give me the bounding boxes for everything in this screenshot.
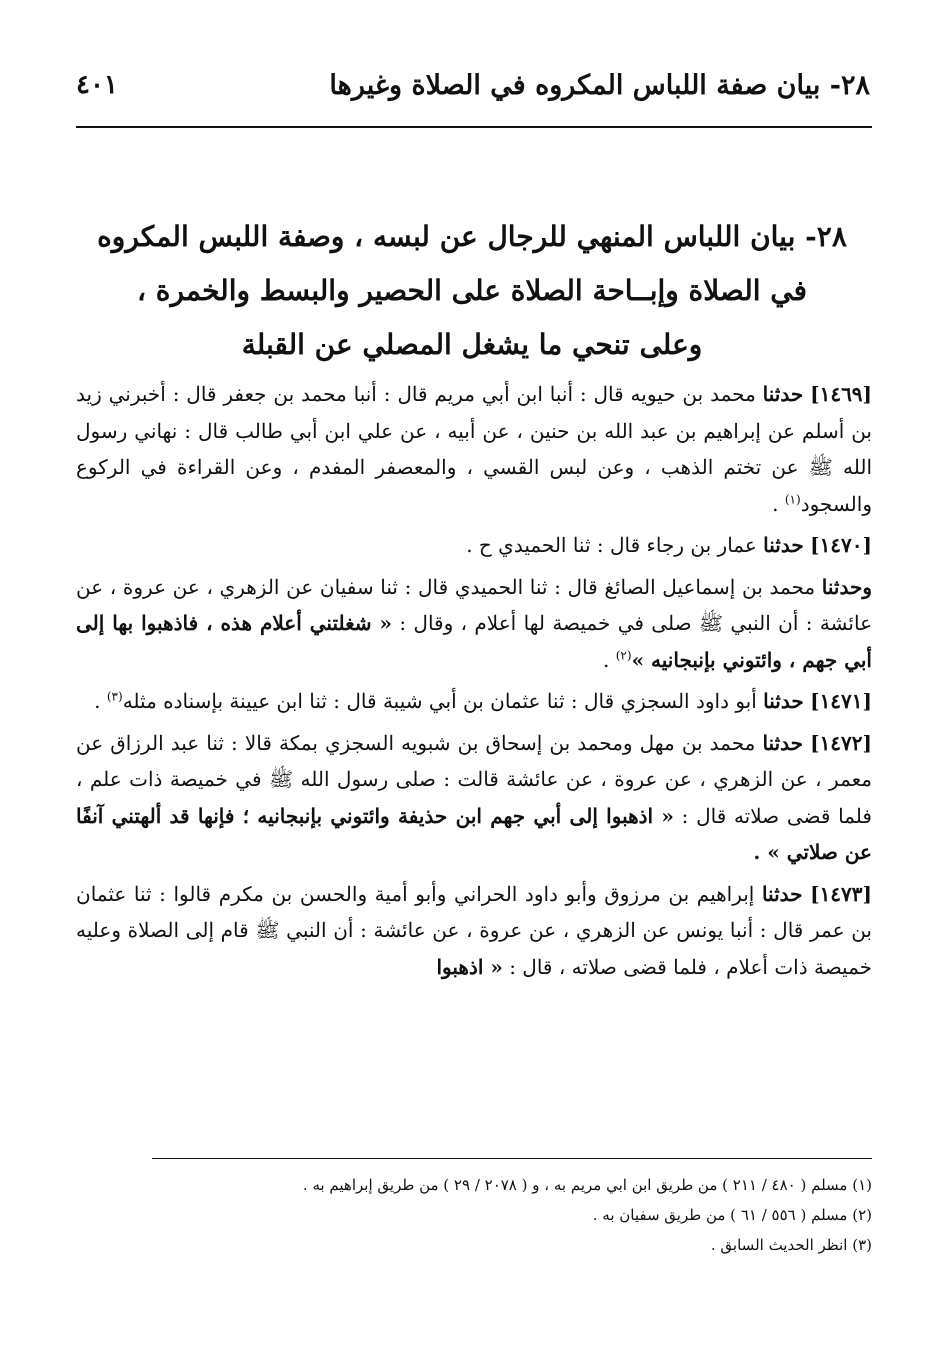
hadith-lead: حدثنا	[762, 382, 804, 406]
footnote: (٣) انظر الحديث السابق .	[710, 1236, 872, 1254]
footnote-ref: (١)	[784, 491, 801, 506]
footnote-ref: (٣)	[106, 689, 123, 704]
hadith-quote: « اذهبوا	[436, 954, 503, 979]
footnotes	[76, 1170, 872, 1260]
hadith-end: .	[603, 647, 616, 672]
chapter-heading-line: ٢٨- بيان اللباس المنهي للرجال عن لبسه ، وصفة اللبس المكروه	[97, 220, 847, 253]
hadith-1473	[76, 876, 872, 986]
hadith-number: [١٤٧٢]	[810, 730, 872, 755]
hadith-number: [١٤٧١]	[810, 689, 872, 713]
chapter-heading-line: في الصلاة وإبــاحة الصلاة على الحصير والبسط والخمرة ،	[137, 274, 807, 307]
hadith-1469	[76, 376, 872, 522]
hadith-text: محمد بن مهل ومحمد بن إسحاق بن شبويه السجزي بمكة قالا : ثنا عبد الرزاق عن معمر ، عن الزهري ، عن عروة ، عن عائشة قالت : صلى رسول الله ﷺ في خميصة ذات علم ، فلما قضى صلاته قال :	[76, 730, 872, 828]
hadith-body	[76, 376, 872, 990]
hadith-text: إبراهيم بن مرزوق وأبو داود الحراني وأبو أمية والحسن بن مكرم قالوا : ثنا عثمان بن عمر قال : أنبا يونس عن الزهري ، عن عروة ، عن عائشة : أن النبي ﷺ قام إلى الصلاة وعليه خميصة ذات أعلام ، فلما قضى صلاته ، قال :	[76, 881, 872, 979]
hadith-1471	[76, 683, 872, 720]
hadith-number: [١٤٧٠]	[810, 533, 872, 557]
hadith-lead: حدثنا	[763, 533, 804, 557]
hadith-lead: وحدثنا	[821, 574, 873, 599]
hadith-lead: حدثنا	[763, 689, 804, 713]
hadith-text: عمار بن رجاء قال : ثنا الحميدي ح .	[466, 533, 757, 557]
hadith-number: [١٤٧٣]	[810, 881, 872, 906]
hadith-quote: « شغلتني أعلام هذه ، فاذهبوا بها إلى أبي جهم ، وائتوني بإنبجانيه »	[76, 611, 872, 672]
hadith-1470-second-chain	[76, 569, 872, 679]
hadith-lead: حدثنا	[761, 881, 803, 906]
footnote-ref: (٢)	[615, 647, 632, 662]
footnote: (١) مسلم ( ٤٨٠ / ٢١١ ) من طريق ابن ابي مريم به ، و ( ٢٠٧٨ / ٢٩ ) من طريق إبراهيم به .	[302, 1176, 872, 1194]
running-title: ٢٨- بيان صفة اللباس المكروه في الصلاة وغيرها	[329, 70, 870, 101]
hadith-end: .	[772, 491, 785, 516]
hadith-1470	[76, 527, 872, 564]
hadith-1472	[76, 725, 872, 871]
chapter-heading	[90, 210, 854, 372]
header-rule	[76, 126, 872, 128]
hadith-text: أبو داود السجزي قال : ثنا عثمان بن أبي شيبة قال : ثنا ابن عيينة بإسناده مثله	[122, 689, 757, 713]
page-number: ٤٠١	[76, 70, 118, 100]
hadith-text: محمد بن إسماعيل الصائغ قال : ثنا الحميدي قال : ثنا سفيان عن الزهري ، عن عروة ، عن عائشة : أن النبي ﷺ صلى في خميصة لها أعلام ، وقال :	[76, 574, 872, 635]
hadith-text: محمد بن حيويه قال : أنبا ابن أبي مريم قال : أنبا محمد بن جعفر قال : أخبرني زيد بن أسلم عن إبراهيم بن عبد الله بن حنين ، عن أبيه ، عن علي ابن أبي طالب قال : نهاني رسول الله ﷺ عن تختم الذهب ، وعن لبس القسي ، والمعصفر المفدم ، وعن القراءة في الركوع والسجود	[76, 382, 872, 516]
hadith-lead: حدثنا	[762, 730, 804, 755]
footnote-rule	[152, 1158, 872, 1159]
chapter-heading-line: وعلى تنحي ما يشغل المصلي عن القبلة	[241, 328, 703, 361]
hadith-quote: « اذهبوا إلى أبي جهم ابن حذيفة وائتوني بإنبجانيه ؛ فإنها قد ألهتني آنفًا عن صلاتي » .	[76, 803, 872, 864]
footnote: (٢) مسلم ( ٥٥٦ / ٦١ ) من طريق سفيان به .	[592, 1206, 872, 1224]
hadith-end: .	[94, 689, 107, 713]
hadith-number: [١٤٦٩]	[810, 382, 873, 406]
